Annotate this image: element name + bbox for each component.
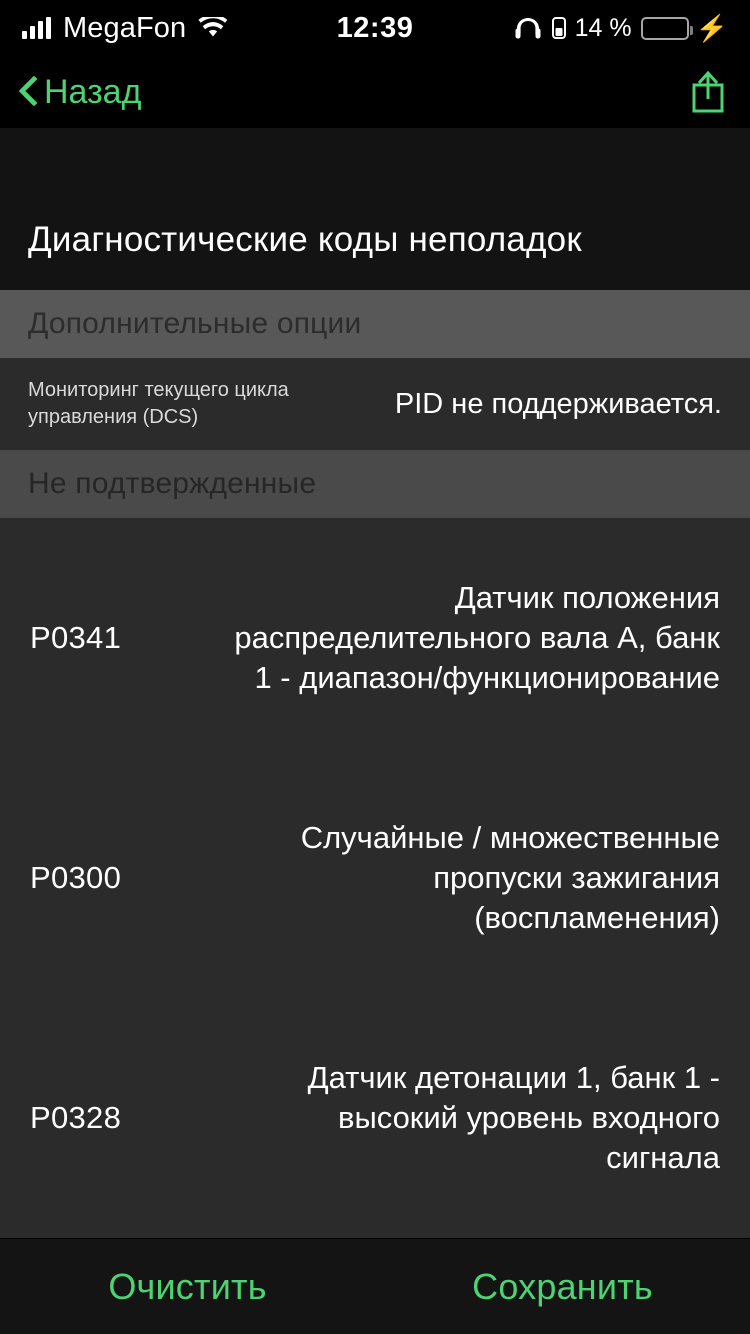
status-bar-left <box>22 12 228 45</box>
status-bar <box>0 0 750 56</box>
battery-small-icon <box>552 16 566 40</box>
chevron-left-icon <box>20 77 38 107</box>
section-header-extra-options: Дополнительные опции <box>0 290 750 358</box>
lightning-bolt-icon: ⚡ <box>695 12 728 43</box>
option-row-label: Мониторинг текущего цикла управления (DCS) <box>28 379 289 428</box>
clear-button[interactable]: Очистить <box>108 1265 267 1307</box>
table-row[interactable] <box>0 518 750 758</box>
dtc-description: Датчик детонации 1, банк 1 - высокий уровень входного сигнала <box>307 1060 720 1175</box>
content-top-spacer <box>0 128 750 208</box>
page-title: Диагностические коды неполадок <box>0 208 750 290</box>
dtc-code: P0300 <box>30 860 122 895</box>
carrier-label: MegaFon <box>63 11 187 44</box>
status-bar-right <box>513 13 728 44</box>
headphones-icon <box>513 16 543 40</box>
dtc-code: P0328 <box>30 1100 122 1135</box>
save-button[interactable]: Сохранить <box>472 1265 653 1307</box>
battery-icon <box>641 17 689 40</box>
dtc-description: Случайные / множественные пропуски зажигания (воспламенения) <box>300 820 720 935</box>
option-row-dcs-monitoring[interactable] <box>0 358 750 450</box>
dtc-description: Датчик положения распределительного вала А, банк 1 - диапазон/функционирование <box>234 580 720 695</box>
table-row[interactable] <box>0 998 750 1238</box>
back-button-label: Назад <box>44 72 142 111</box>
dtc-code: P0341 <box>30 620 122 655</box>
battery-percent-label: 14 % <box>574 13 632 42</box>
section-header-unconfirmed: Не подтвержденные <box>0 450 750 518</box>
back-button[interactable] <box>20 73 141 112</box>
clock-label: 12:39 <box>336 11 414 44</box>
cellular-bars-icon <box>22 17 51 39</box>
navigation-bar <box>0 56 750 128</box>
main-content <box>0 128 750 1238</box>
dtc-list[interactable] <box>0 518 750 1238</box>
share-icon <box>688 69 728 115</box>
option-row-value: PID не поддерживается. <box>394 387 722 420</box>
bottom-toolbar <box>0 1238 750 1334</box>
wifi-icon <box>198 17 228 39</box>
table-row[interactable] <box>0 758 750 998</box>
share-button[interactable] <box>686 67 730 117</box>
